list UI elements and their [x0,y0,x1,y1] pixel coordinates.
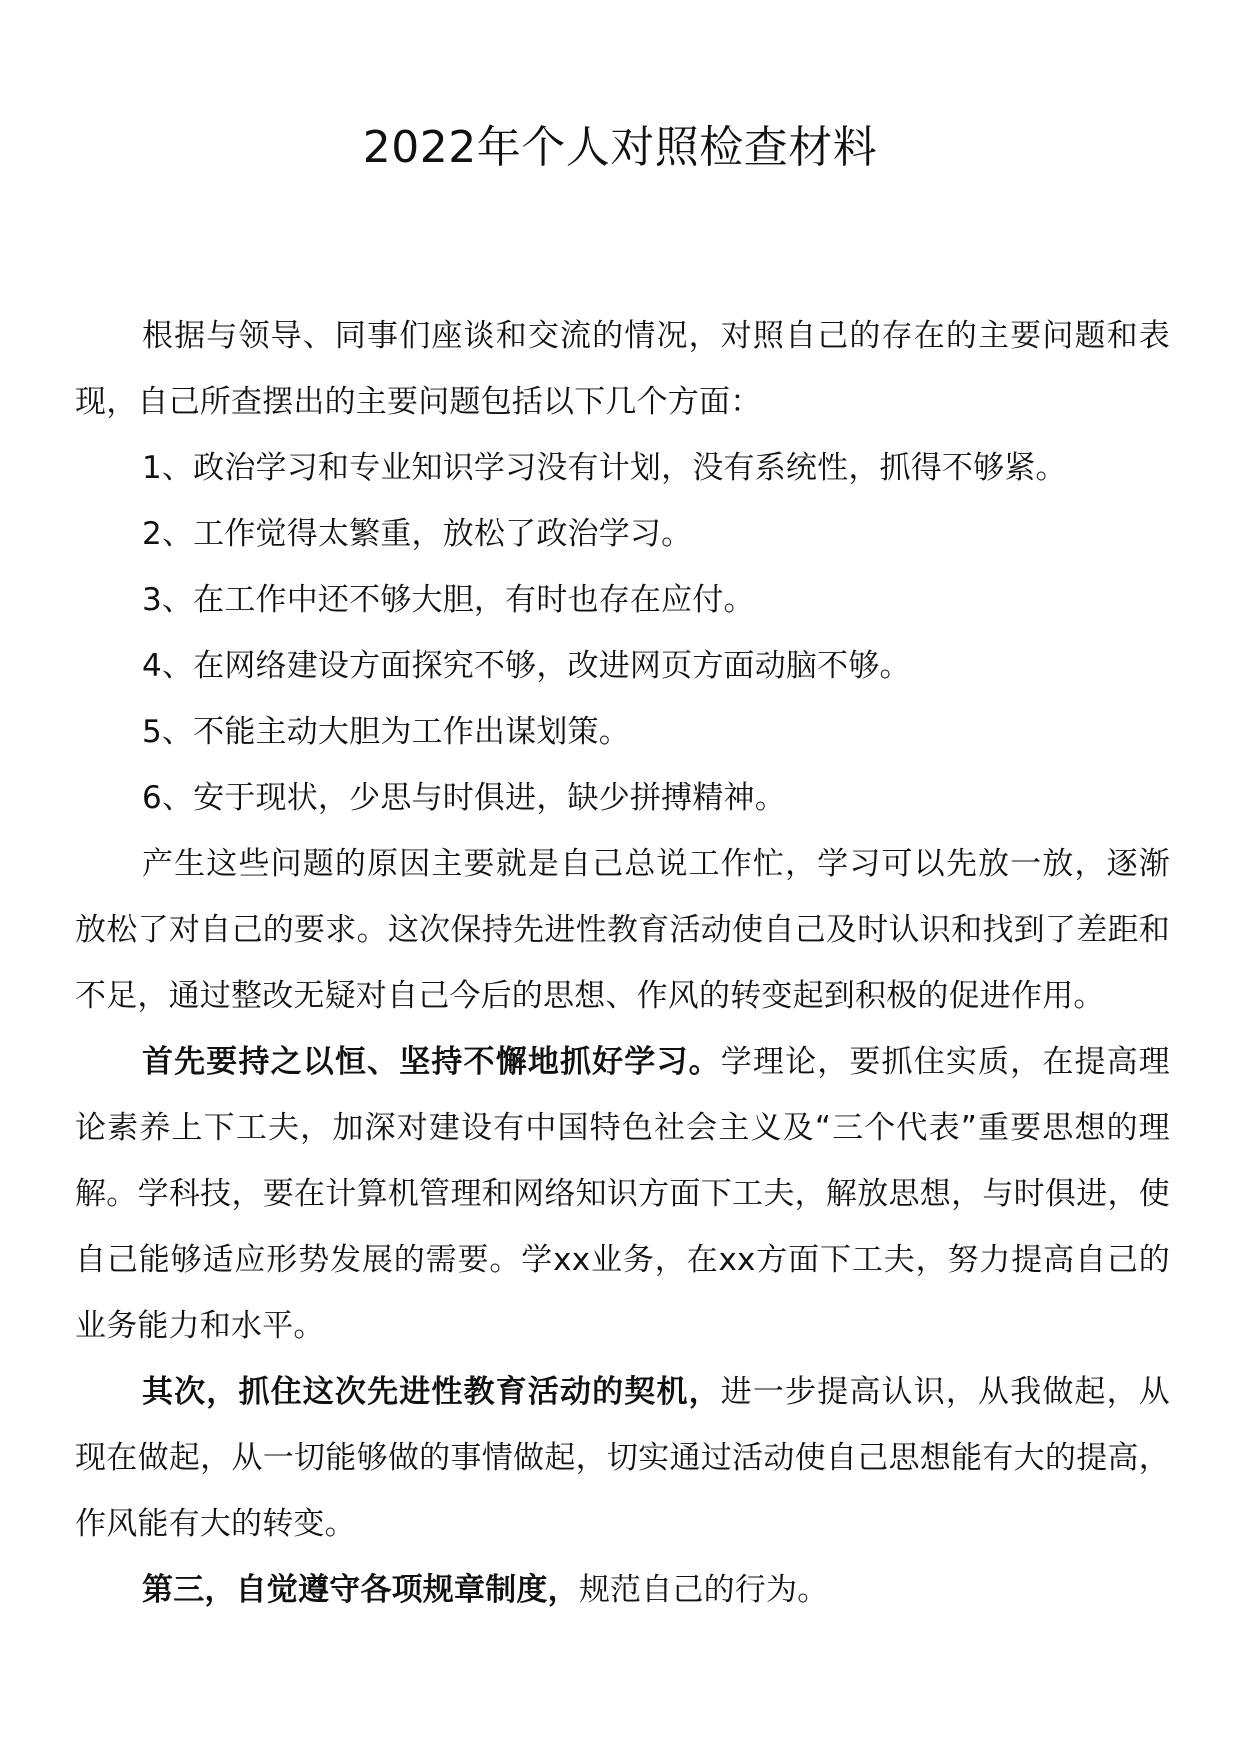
problem-item-1: 1、政治学习和专业知识学习没有计划，没有系统性，抓得不够紧。 [142,450,1067,486]
problem-item-2: 2、工作觉得太繁重，放松了政治学习。 [142,516,693,552]
measure-paragraph-3 [75,1557,1170,1623]
measure-text-3: 规范自己的行为。 [578,1572,829,1608]
measure-text-1: 学理论，要抓住实质，在提高理论素养上下工夫，加深对建设有中国特色社会主义及“三个代表”重要思想的理解。学科技，要在计算机管理和网络知识方面下工夫，解放思想，与时俱进，使自己能够适应形势发展的需要。学xx业务，在xx方面下工夫，努力提高自己的业务能力和水平。 [75,1044,1170,1344]
measure-paragraph-2 [75,1359,1170,1557]
measure-text-2: 进一步提高认识，从我做起，从现在做起，从一切能够做的事情做起，切实通过活动使自己思想能有大的提高，作风能有大的转变。 [75,1374,1170,1542]
measure-heading-2: 其次，抓住这次先进性教育活动的契机， [142,1374,721,1410]
cause-paragraph: 产生这些问题的原因主要就是自己总说工作忙，学习可以先放一放，逐渐放松了对自己的要求。这次保持先进性教育活动使自己及时认识和找到了差距和不足，通过整改无疑对自己今后的思想、作风的转变起到积极的促进作用。 [75,846,1170,1014]
measure-heading-3: 第三，自觉遵守各项规章制度， [142,1572,579,1608]
problem-item-4: 4、在网络建设方面探究不够，改进网页方面动脑不够。 [142,648,911,684]
measure-heading-1: 首先要持之以恒、坚持不懈地抓好学习。 [142,1044,721,1080]
problem-item-6: 6、安于现状，少思与时俱进，缺少拼搏精神。 [142,780,786,816]
document-title: 2022年个人对照检查材料 [362,122,878,173]
problem-item-3: 3、在工作中还不够大胆，有时也存在应付。 [142,582,755,618]
problem-item-5: 5、不能主动大胆为工作出谋划策。 [142,714,630,750]
intro-paragraph: 根据与领导、同事们座谈和交流的情况，对照自己的存在的主要问题和表现，自己所查摆出的主要问题包括以下几个方面： [75,318,1170,420]
measure-paragraph-1 [75,1029,1170,1359]
document-body [75,303,1170,1623]
